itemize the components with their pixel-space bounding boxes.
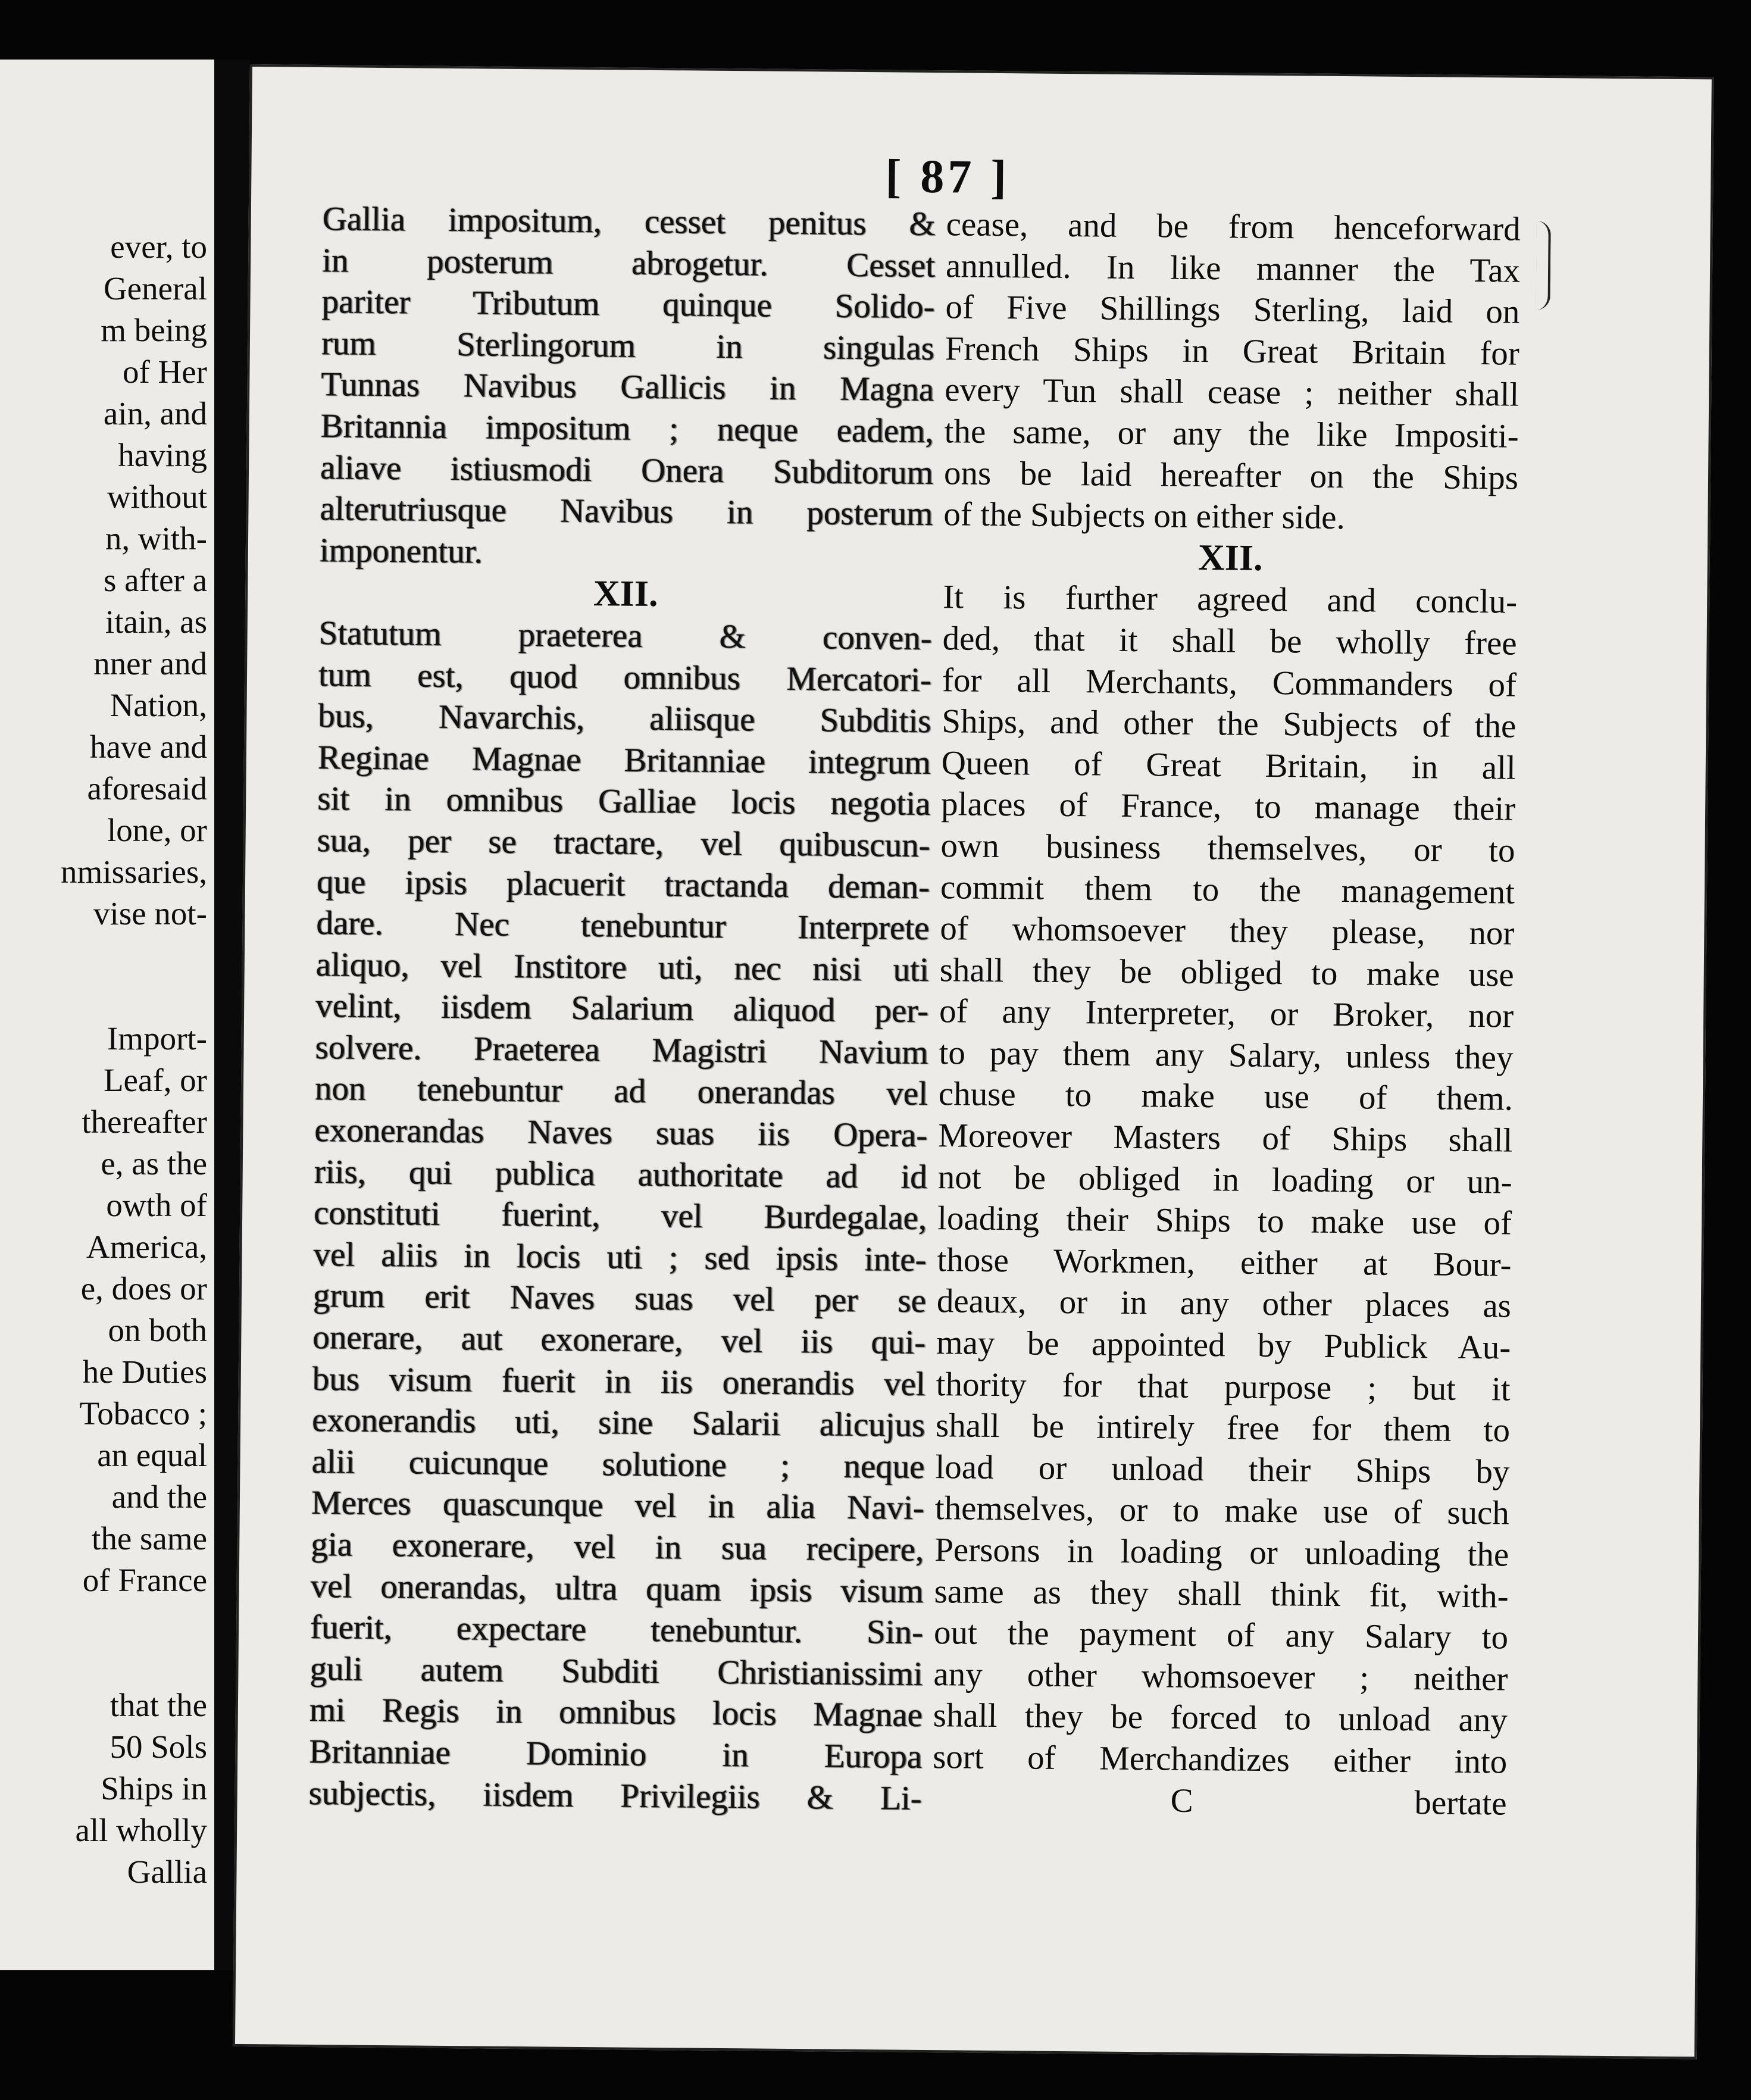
english-text-line: Queen of Great Britain, in all: [941, 743, 1517, 787]
left-page-line: on both: [108, 1312, 207, 1348]
english-text-line: shall they be obliged to make use: [939, 951, 1515, 994]
english-text-line: chuse to make use of them.: [938, 1075, 1514, 1118]
english-text-line: not be obliged in loading or un-: [937, 1158, 1512, 1201]
english-text-line: those Workmen, either at Bour-: [937, 1240, 1512, 1284]
english-text-line: load or unload their Ships by: [935, 1448, 1510, 1491]
left-page-line: owth of: [106, 1187, 207, 1223]
latin-article-text: [308, 612, 932, 1819]
english-text-line: any other whomsoever ; neither: [933, 1655, 1508, 1698]
left-page-line: thereafter: [82, 1104, 207, 1140]
margin-bracket-mark: [1536, 221, 1550, 310]
left-page-line: ain, and: [103, 395, 207, 432]
left-page-line: itain, as: [105, 604, 207, 640]
latin-text-line: mi Regis in omnibus locis Magnae: [309, 1691, 923, 1735]
latin-text-line: gia exonerare, vel in sua recipere,: [311, 1525, 924, 1568]
left-page-line: have and: [90, 729, 207, 765]
left-page-line: Tobacco ;: [79, 1395, 207, 1432]
catchword: bertate: [1414, 1783, 1507, 1823]
latin-text-line: Gallia impositum, cesset penitus &: [322, 200, 936, 243]
left-page-line: nmissaries,: [61, 854, 207, 890]
latin-text-line: non tenebuntur ad onerandas vel: [314, 1070, 928, 1113]
latin-text-line: sit in omnibus Galliae locis negotia: [317, 780, 931, 823]
left-page-line: e, does or: [80, 1270, 207, 1307]
latin-text-line: velint, iisdem Salarium aliquod per-: [315, 987, 929, 1030]
latin-text-line: aliave istiusmodi Onera Subditorum: [320, 448, 934, 492]
latin-text-line: pariter Tributum quinque Solido-: [321, 283, 935, 326]
english-text-line: places of France, to manage their: [940, 785, 1516, 828]
english-text-line: French Ships in Great Britain for: [945, 329, 1520, 373]
english-article-text: [933, 577, 1518, 1783]
latin-text-line: Reginae Magnae Britanniae integrum: [317, 738, 931, 782]
english-text-line: Moreover Masters of Ships shall: [938, 1117, 1513, 1160]
latin-text-line: tum est, quod omnibus Mercatori-: [318, 655, 932, 699]
left-page-line: the same: [92, 1520, 207, 1557]
latin-text-line: grum erit Naves suas vel per se: [312, 1277, 927, 1320]
english-text-line: shall be intirely free for them to: [935, 1407, 1511, 1449]
latin-text-line: alii cuicunque solutione ; neque: [311, 1442, 925, 1486]
english-text-line: may be appointed by Publick Au-: [936, 1324, 1511, 1367]
english-text-line: commit them to the management: [940, 868, 1515, 911]
latin-text-line: solvere. Praeterea Magistri Navium: [315, 1028, 928, 1071]
english-text-line: Ships, and other the Subjects of the: [942, 702, 1517, 745]
english-text-line: loading their Ships to make use of: [937, 1199, 1512, 1242]
left-page-line: 50 Sols: [110, 1729, 207, 1765]
left-page-line: e, as the: [101, 1145, 207, 1182]
latin-text-line: constituti fuerint, vel Burdegalae,: [313, 1194, 927, 1238]
latin-paragraph-continuation: [320, 198, 936, 576]
english-text-line: sort of Merchandizes either into: [932, 1738, 1508, 1781]
left-page-line: aforesaid: [87, 770, 207, 807]
latin-text-line: riis, qui publica authoritate ad id: [314, 1152, 928, 1196]
left-page-line: Ships in: [101, 1770, 207, 1807]
left-page-line: without: [107, 479, 207, 515]
latin-text-line: exonerandis uti, sine Salarii alicujus: [311, 1401, 925, 1445]
left-page-line: America,: [86, 1229, 207, 1265]
english-text-line: out the payment of any Salary to: [933, 1614, 1509, 1657]
english-text-line: ons be laid hereafter on the Ships: [943, 454, 1519, 497]
left-page-line: and the: [111, 1479, 207, 1515]
english-text-line: It is further agreed and conclu-: [942, 578, 1518, 621]
left-page-text-fragments: [5, 226, 207, 1893]
signature-mark: C: [1170, 1782, 1193, 1820]
latin-text-line: fuerit, expectare tenebuntur. Sin-: [309, 1608, 924, 1652]
english-text-line: of Five Shillings Sterling, laid on: [945, 288, 1520, 331]
left-page-line: Nation,: [110, 687, 207, 723]
english-text-line: cease, and be from henceforward: [946, 205, 1521, 248]
latin-text-line: Tunnas Navibus Gallicis in Magna: [321, 365, 934, 409]
left-page-line: General: [103, 270, 207, 307]
document-page: [233, 64, 1714, 2059]
latin-text-line: Statutum praeterea & conven-: [318, 614, 932, 657]
english-text-line: for all Merchants, Commanders of: [942, 661, 1517, 704]
english-text-line: the same, or any the like Impositi-: [944, 412, 1519, 455]
latin-article-heading: XII.: [593, 573, 658, 615]
left-page-line: nner and: [93, 645, 207, 682]
latin-text-line: vel aliis in locis uti ; sed ipsis inte-: [313, 1235, 927, 1279]
left-page-line: of Her: [122, 354, 207, 390]
english-text-line: shall they be forced to unload any: [933, 1696, 1508, 1739]
left-page-line: Gallia: [127, 1854, 207, 1890]
left-page-line: of France: [82, 1562, 207, 1598]
latin-text-line: sua, per se tractare, vel quibuscun-: [317, 821, 930, 864]
latin-text-line: guli autem Subditi Christianissimi: [309, 1649, 923, 1693]
english-text-line: ded, that it shall be wholly free: [942, 620, 1517, 662]
english-text-line: same as they shall think fit, with-: [934, 1572, 1509, 1615]
page-number: [ 87 ]: [885, 150, 1011, 204]
latin-text-line: onerare, aut exonerare, vel iis qui-: [312, 1318, 926, 1362]
latin-text-line: Merces quascunque vel in alia Navi-: [311, 1484, 925, 1527]
english-text-line: of any Interpreter, or Broker, nor: [939, 992, 1514, 1035]
latin-text-line: Britannia impositum ; neque eadem,: [320, 407, 934, 451]
latin-text-line: in posterum abrogetur. Cesset: [321, 241, 936, 285]
latin-text-line: Britanniae Dominio in Europa: [308, 1732, 923, 1776]
left-page-line: ever, to: [110, 229, 207, 265]
english-text-line: of whomsoever they please, nor: [940, 910, 1515, 952]
latin-text-line: aliquo, vel Institore uti, nec nisi uti: [315, 945, 930, 989]
left-page-line: lone, or: [107, 812, 207, 848]
english-text-line: own business themselves, or to: [940, 827, 1515, 870]
english-text-line: Persons in loading or unloading the: [934, 1531, 1509, 1574]
latin-column: [308, 198, 936, 1819]
english-text-line: thority for that purpose ; but it: [936, 1365, 1511, 1408]
latin-text-line: exonerandas Naves suas iis Opera-: [314, 1111, 928, 1155]
latin-text-line: dare. Nec tenebuntur Interprete: [316, 904, 930, 948]
left-page-line: he Duties: [82, 1354, 207, 1390]
english-paragraph-continuation: [943, 204, 1521, 540]
left-page-line: m being: [101, 312, 207, 348]
latin-text-line: que ipsis placuerit tractanda deman-: [316, 862, 930, 906]
latin-text-line: bus visum fuerit in iis onerandis vel: [312, 1360, 925, 1403]
left-page-line: Leaf, or: [103, 1062, 207, 1098]
english-article-heading: XII.: [1197, 537, 1263, 579]
english-text-line: to pay them any Salary, unless they: [939, 1034, 1514, 1077]
english-text-line: of the Subjects on either side.: [943, 495, 1346, 537]
latin-text-line: subjectis, iisdem Privilegiis & Li-: [308, 1774, 922, 1817]
left-page-line: all wholly: [75, 1812, 207, 1848]
left-page-line: vise not-: [93, 895, 207, 932]
left-page-line: Import-: [107, 1020, 207, 1057]
page-footer: [932, 1778, 1507, 1824]
latin-text-line: rum Sterlingorum in singulas: [321, 324, 935, 367]
left-page-line: n, with-: [105, 520, 207, 557]
english-text-line: deaux, or in any other places as: [936, 1282, 1512, 1326]
english-column: [932, 204, 1521, 1824]
left-page-line: s after a: [103, 562, 207, 598]
english-text-line: annulled. In like manner the Tax: [945, 246, 1521, 290]
latin-text-line: bus, Navarchis, aliisque Subditis: [318, 697, 931, 740]
latin-text-line: alterutriusque Navibus in posterum: [320, 490, 933, 533]
english-text-line: every Tun shall cease ; neither shall: [944, 371, 1519, 414]
left-page-line: having: [118, 437, 207, 473]
english-text-line: themselves, or to make use of such: [934, 1489, 1510, 1532]
latin-text-line: vel onerandas, ultra quam ipsis visum: [310, 1567, 924, 1610]
left-page-fragment: [0, 60, 220, 1970]
left-page-line: that the: [110, 1687, 207, 1723]
left-page-line: an equal: [97, 1437, 207, 1473]
latin-text-line: imponentur.: [319, 531, 483, 571]
